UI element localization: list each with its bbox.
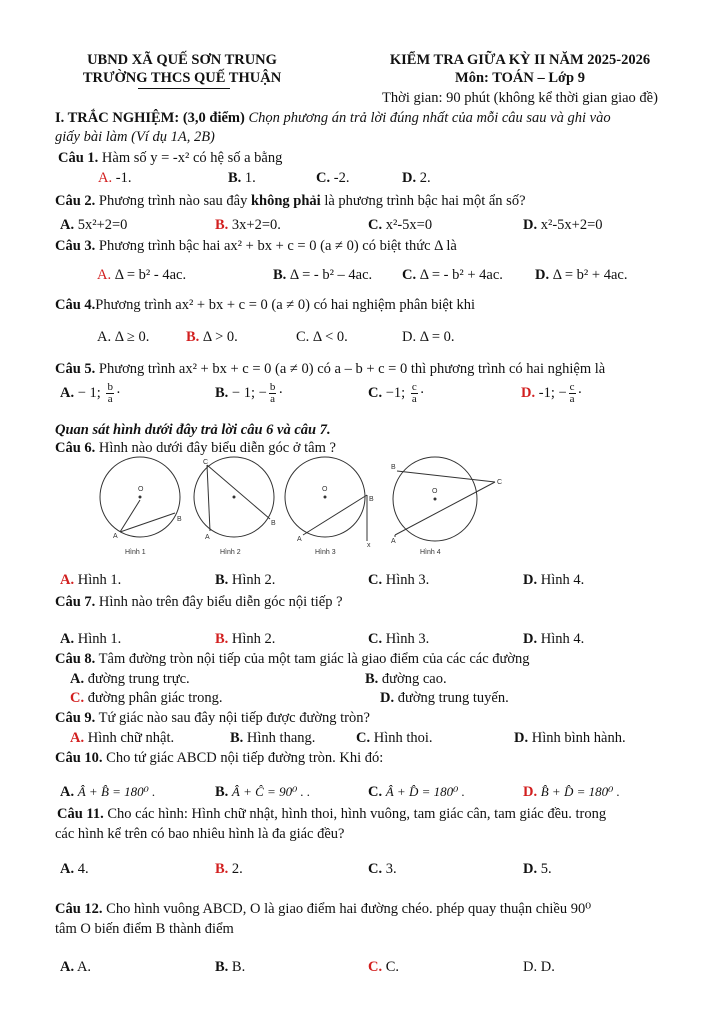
q10-option-c[interactable]	[368, 784, 465, 801]
q9-b-text: Hình thang.	[246, 730, 316, 746]
q3-option-a[interactable]	[97, 267, 186, 284]
q1-c-letter: C.	[316, 170, 331, 186]
q3-b-letter: B.	[273, 267, 287, 283]
q2-text-post: là phương trình bậc hai một ẩn số?	[324, 193, 526, 209]
q9-text: Tứ giác nào sau đây nội tiếp được đường tròn?	[98, 710, 370, 726]
q6-d-text: Hình 4.	[540, 572, 585, 588]
q4-a-letter: A.	[97, 329, 112, 345]
q6-c-text: Hình 3.	[385, 572, 430, 588]
q3-c-text: Δ = - b² + 4ac.	[419, 267, 503, 283]
q8-option-b[interactable]	[365, 671, 447, 688]
q11-c-text: 3.	[385, 861, 397, 877]
exam-time: Thời gian: 90 phút (không kể thời gian giao đề)	[382, 90, 658, 106]
q6-d-letter: D.	[523, 572, 538, 588]
q2-b-letter: B.	[215, 217, 229, 233]
q8-option-d[interactable]	[380, 690, 509, 707]
q4-b-text: Δ > 0.	[202, 329, 238, 345]
figure-2-center	[233, 496, 236, 499]
q2-option-d[interactable]	[523, 217, 603, 234]
q5-a-text: − 1;	[77, 384, 101, 401]
q3-a-text: Δ = b² - 4ac.	[114, 267, 187, 283]
q2-a-letter: A.	[60, 217, 75, 233]
q11-text-2: các hình kể trên có bao nhiêu hình là đa giác đều?	[55, 826, 345, 842]
q6-a-letter: A.	[60, 572, 75, 588]
q11-a-letter: A.	[60, 861, 75, 877]
figure-2-caption: Hình 2	[220, 549, 241, 556]
q2-b-text: 3x+2=0.	[231, 217, 281, 233]
exam-subject: Môn: TOÁN – Lớp 9	[455, 70, 585, 86]
q5-d-num: c	[569, 381, 575, 393]
q3-d-text: Δ = b² + 4ac.	[552, 267, 628, 283]
q5-a-frac	[106, 382, 114, 405]
section-instruction: Chọn phương án trả lời đúng nhất của mỗi câu sau và ghi vào	[248, 110, 611, 126]
q7-label: Câu 7.	[55, 594, 96, 610]
q6-option-d[interactable]	[523, 572, 584, 589]
q1-option-c[interactable]	[316, 170, 349, 187]
q5-option-b[interactable]: B. − 1; − $\frac{b}{a}$ ·	[215, 381, 284, 405]
q3-d-letter: D.	[535, 267, 550, 283]
q5-label: Câu 5.	[55, 361, 96, 377]
question-5	[55, 361, 605, 378]
q2-option-c[interactable]	[368, 217, 432, 234]
q10-text: Cho tứ giác ABCD nội tiếp đường tròn. Khi đó:	[106, 750, 384, 766]
q5-c-num: c	[411, 381, 417, 393]
q12-option-a[interactable]	[60, 959, 91, 976]
q9-a-text: Hình chữ nhật.	[87, 730, 175, 746]
figure-2-chord	[207, 465, 270, 519]
q9-c-letter: C.	[356, 730, 371, 746]
q2-a-text: 5x²+2=0	[77, 217, 128, 233]
figure-1-caption: Hình 1	[125, 549, 146, 556]
figure-3-caption: Hình 3	[315, 549, 336, 556]
q4-b-letter: B.	[186, 329, 200, 345]
q7-text: Hình nào trên đây biểu diễn góc nội tiếp ?	[98, 594, 343, 610]
q3-option-c[interactable]	[402, 267, 503, 284]
q5-option-a[interactable]: A. − 1; $\frac{b}{a}$ ·	[60, 381, 121, 405]
figure-1-label-o: O	[138, 486, 144, 493]
q8-a-letter: A.	[70, 671, 85, 687]
q5-b-num: b	[269, 381, 276, 393]
q11-text: Cho các hình: Hình chữ nhật, hình thoi, hình vuông, tam giác cân, tam giác đều. trong	[107, 806, 607, 822]
section-title	[55, 110, 611, 127]
observe-instruction: Quan sát hình dưới đây trả lời câu 6 và câu 7.	[55, 422, 331, 438]
q9-a-letter: A.	[70, 730, 85, 746]
question-12	[55, 901, 591, 918]
question-4	[55, 297, 475, 314]
q5-a-num: b	[107, 381, 113, 393]
q8-a-text: đường trung trực.	[87, 671, 190, 687]
q12-c-text: C.	[385, 959, 400, 975]
q10-option-a[interactable]	[60, 784, 155, 801]
q9-option-a[interactable]	[70, 730, 174, 747]
q12-a-letter: A.	[60, 959, 75, 975]
school-district: UBND XÃ QUẾ SƠN TRUNG	[87, 52, 277, 68]
q1-option-b[interactable]	[228, 170, 256, 187]
q5-a-den: a	[107, 393, 113, 405]
q5-b-frac	[269, 382, 277, 405]
figure-4-label-c: C	[497, 479, 503, 486]
q6-a-text: Hình 1.	[77, 572, 122, 588]
figure-2-label-a: A	[205, 534, 210, 541]
q9-d-text: Hình bình hành.	[531, 730, 626, 746]
q1-d-letter: D.	[402, 170, 417, 186]
q5-c-frac	[411, 382, 418, 405]
q4-c-letter: C.	[296, 329, 310, 345]
q8-c-letter: C.	[70, 690, 85, 706]
q6-c-letter: C.	[368, 572, 383, 588]
q1-b-text: 1.	[244, 170, 256, 186]
figure-3-line	[303, 495, 367, 535]
q5-c-den: a	[411, 393, 417, 405]
q7-d-letter: D.	[523, 631, 538, 647]
q7-b-text: Hình 2.	[231, 631, 276, 647]
figure-4-label-b: B	[391, 464, 396, 471]
question-1	[58, 150, 282, 167]
q12-option-d[interactable]	[523, 959, 555, 976]
question-11	[57, 806, 606, 823]
q9-option-c[interactable]	[356, 730, 433, 747]
q12-option-c[interactable]	[368, 959, 399, 976]
q5-option-c[interactable]: C. −1; $\frac{c}{a}$ ·	[368, 381, 425, 405]
question-10	[55, 750, 383, 767]
figure-1-ray-1	[120, 500, 140, 532]
q9-option-d[interactable]	[514, 730, 626, 747]
q8-d-letter: D.	[380, 690, 395, 706]
q5-b-letter: B.	[215, 384, 229, 401]
q8-b-letter: B.	[365, 671, 379, 687]
q12-d-letter: D.	[523, 959, 538, 975]
question-9	[55, 710, 370, 727]
q5-a-letter: A.	[60, 384, 75, 401]
q8-d-text: đường trung tuyến.	[397, 690, 509, 706]
q1-c-text: -2.	[333, 170, 350, 186]
q1-option-a[interactable]	[98, 170, 131, 187]
q6-option-c[interactable]	[368, 572, 429, 589]
q7-option-c[interactable]	[368, 631, 429, 648]
q10-a-letter: A.	[60, 784, 75, 800]
q7-option-d[interactable]	[523, 631, 584, 648]
figure-4-label-a: A	[391, 538, 396, 545]
header-underline	[138, 88, 230, 89]
q5-c-text: −1;	[385, 384, 406, 401]
q7-c-letter: C.	[368, 631, 383, 647]
q12-text-2: tâm O biến điểm B thành điểm	[55, 921, 234, 937]
figure-1-center	[139, 496, 142, 499]
q11-option-c[interactable]	[368, 861, 397, 878]
q7-a-letter: A.	[60, 631, 75, 647]
q2-c-letter: C.	[368, 217, 383, 233]
q6-label: Câu 6.	[55, 440, 96, 456]
q4-option-c[interactable]	[296, 329, 348, 346]
q10-c-letter: C.	[368, 784, 383, 800]
q8-c-text: đường phân giác trong.	[87, 690, 223, 706]
q5-d-frac	[569, 382, 576, 405]
q12-b-letter: B.	[215, 959, 229, 975]
q2-option-b[interactable]	[215, 217, 281, 234]
figure-4-line-1	[395, 482, 495, 535]
q12-option-b[interactable]	[215, 959, 245, 976]
q12-c-letter: C.	[368, 959, 383, 975]
q3-b-text: Δ = - b² – 4ac.	[289, 267, 373, 283]
q9-b-letter: B.	[230, 730, 244, 746]
figure-1-ray-2	[120, 513, 175, 532]
q3-label: Câu 3.	[55, 238, 96, 254]
q12-label: Câu 12.	[55, 901, 103, 917]
q10-option-b[interactable]	[215, 784, 310, 801]
q1-b-letter: B.	[228, 170, 242, 186]
q2-d-text: x²-5x+2=0	[540, 217, 603, 233]
q10-label: Câu 10.	[55, 750, 103, 766]
q3-text: Phương trình bậc hai ax² + bx + c = 0 (a ≠ 0) có biệt thức Δ là	[98, 238, 457, 254]
q3-c-letter: C.	[402, 267, 417, 283]
q9-c-text: Hình thoi.	[373, 730, 433, 746]
q7-option-b[interactable]	[215, 631, 275, 648]
figure-3-label-o: O	[322, 486, 328, 493]
q2-option-a[interactable]	[60, 217, 127, 234]
figure-3-label-b: B	[369, 496, 374, 503]
figure-4-label-o: O	[432, 488, 438, 495]
q4-d-text: Δ = 0.	[419, 329, 455, 345]
q10-option-d[interactable]	[523, 784, 620, 801]
question-2	[55, 193, 526, 210]
q3-option-b[interactable]	[273, 267, 372, 284]
q11-option-a[interactable]	[60, 861, 89, 878]
figure-3-label-a: A	[297, 536, 302, 543]
q1-option-d[interactable]	[402, 170, 431, 187]
figures	[95, 455, 520, 560]
figure-1-label-b: B	[177, 516, 182, 523]
figure-1-label-a: A	[113, 533, 118, 540]
exam-title: KIỂM TRA GIỮA KỲ II NĂM 2025-2026	[389, 52, 651, 68]
figure-2-label-b: B	[271, 520, 276, 527]
section-label: I. TRẮC NGHIỆM: (3,0 điểm)	[55, 110, 245, 126]
q9-label: Câu 9.	[55, 710, 96, 726]
question-7	[55, 594, 343, 611]
q8-b-text: đường cao.	[381, 671, 447, 687]
q9-option-b[interactable]	[230, 730, 315, 747]
figure-3-center	[324, 496, 327, 499]
q11-option-b[interactable]	[215, 861, 243, 878]
figure-2-label-c: C	[203, 459, 209, 466]
q3-a-letter: A.	[97, 267, 112, 283]
question-3	[55, 238, 457, 255]
q10-c-text: Â + D̂ = 180⁰ .	[385, 784, 465, 799]
q6-option-a[interactable]	[60, 572, 121, 589]
q7-a-text: Hình 1.	[77, 631, 122, 647]
q12-b-text: B.	[231, 959, 246, 975]
q11-d-text: 5.	[540, 861, 552, 877]
q6-b-letter: B.	[215, 572, 229, 588]
q2-label: Câu 2.	[55, 193, 96, 209]
q4-label: Câu 4.	[55, 297, 96, 313]
q4-a-text: Δ ≥ 0.	[114, 329, 150, 345]
q11-b-letter: B.	[215, 861, 229, 877]
q3-option-d[interactable]	[535, 267, 627, 284]
q8-text: Tâm đường tròn nội tiếp của một tam giác là giao điểm của các các đường	[98, 651, 530, 667]
q11-c-letter: C.	[368, 861, 383, 877]
q8-option-a[interactable]	[70, 671, 190, 688]
q2-text-pre: Phương trình nào sau đây	[98, 193, 248, 209]
q12-d-text: D.	[540, 959, 555, 975]
q5-text: Phương trình ax² + bx + c = 0 (a ≠ 0) có a – b + c = 0 thì phương trình có hai nghiệm là	[98, 361, 606, 377]
figure-2-chord-2	[207, 465, 210, 531]
school-name-text: TRƯỜNG THCS QUẾ THUẬN	[82, 70, 282, 86]
q2-text-bold: không phải	[250, 193, 321, 209]
q6-b-text: Hình 2.	[231, 572, 276, 588]
q10-d-letter: D.	[523, 784, 538, 800]
q11-label: Câu 11.	[57, 806, 104, 822]
q1-text: Hàm số y = -x² có hệ số a bằng	[101, 150, 283, 166]
q12-text: Cho hình vuông ABCD, O là giao điểm hai đường chéo. phép quay thuận chiều 90⁰	[106, 901, 592, 917]
q9-d-letter: D.	[514, 730, 529, 746]
q11-option-d[interactable]	[523, 861, 552, 878]
q7-option-a[interactable]	[60, 631, 121, 648]
q5-d-den: a	[569, 393, 575, 405]
question-8	[55, 651, 530, 668]
section-instruction-2: giấy bài làm (Ví dụ 1A, 2B)	[55, 129, 215, 145]
q4-text: Phương trình ax² + bx + c = 0 (a ≠ 0) có hai nghiệm phân biệt khi	[95, 297, 476, 313]
q7-d-text: Hình 4.	[540, 631, 585, 647]
q4-d-letter: D.	[402, 329, 417, 345]
q6-option-b[interactable]	[215, 572, 275, 589]
q4-option-a[interactable]	[97, 329, 149, 346]
q8-option-c[interactable]	[70, 690, 222, 707]
q8-label: Câu 8.	[55, 651, 96, 667]
q11-a-text: 4.	[77, 861, 89, 877]
q4-c-text: Δ < 0.	[312, 329, 348, 345]
q10-d-text: B̂ + D̂ = 180⁰ .	[540, 784, 620, 799]
figure-3-label-x: x	[367, 542, 371, 549]
figure-4-caption: Hình 4	[420, 549, 441, 556]
q7-b-letter: B.	[215, 631, 229, 647]
figure-4-center	[434, 498, 437, 501]
q4-option-d[interactable]	[402, 329, 455, 346]
q5-b-den: a	[270, 393, 275, 405]
q7-c-text: Hình 3.	[385, 631, 430, 647]
figure-4-line-2	[397, 471, 495, 482]
q5-c-letter: C.	[368, 384, 383, 401]
q1-label: Câu 1.	[58, 150, 99, 166]
q1-d-text: 2.	[419, 170, 431, 186]
school-name	[62, 70, 302, 87]
q6-text: Hình nào dưới đây biểu diễn góc ở tâm ?	[98, 440, 336, 456]
q11-b-text: 2.	[231, 861, 243, 877]
q11-d-letter: D.	[523, 861, 538, 877]
q10-b-letter: B.	[215, 784, 229, 800]
q5-b-text: − 1; −	[231, 384, 267, 401]
q2-d-letter: D.	[523, 217, 538, 233]
q1-a-letter: A.	[98, 170, 113, 186]
q5-option-d[interactable]: D. -1; − $\frac{c}{a}$ ·	[521, 381, 583, 405]
q12-a-text: A.	[76, 959, 92, 975]
q5-d-text: -1; −	[538, 384, 567, 401]
q10-b-text: Â + Ĉ = 90⁰ . .	[231, 784, 311, 799]
q2-c-text: x²-5x=0	[385, 217, 433, 233]
q4-option-b[interactable]	[186, 329, 238, 346]
q10-a-text: Â + B̂ = 180⁰ .	[77, 784, 156, 799]
q5-d-letter: D.	[521, 384, 536, 401]
q1-a-text: -1.	[115, 170, 132, 186]
